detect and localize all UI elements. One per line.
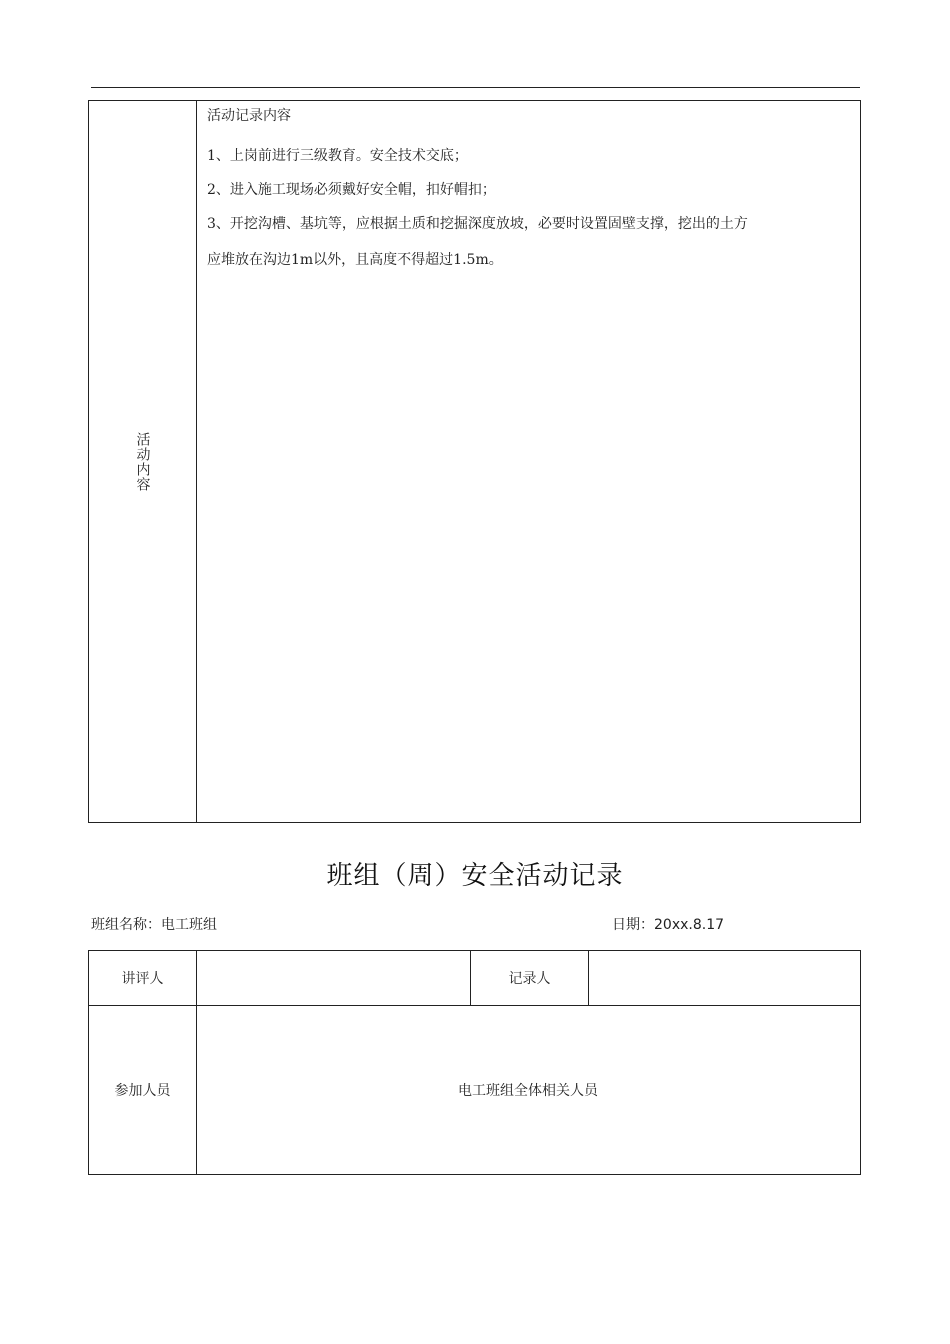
content-item-3-continued: 应堆放在沟边1m以外，且高度不得超过1.5m。	[207, 252, 503, 268]
lecturer-label: 讲评人	[121, 971, 164, 987]
activity-content-table	[88, 100, 861, 823]
header-rule	[91, 87, 860, 88]
activity-content-label-cell	[89, 101, 197, 822]
recorder-value	[589, 951, 859, 1005]
content-heading: 活动记录内容	[207, 108, 291, 124]
content-item-2: 2、进入施工现场必须戴好安全帽，扣好帽扣；	[207, 182, 496, 198]
lecturer-value	[197, 951, 470, 1005]
activity-content-body	[207, 107, 852, 279]
team-name: 班组名称：电工班组	[91, 917, 217, 933]
recorder-label: 记录人	[508, 971, 551, 987]
content-item-3: 3、开挖沟槽、基坑等，应根据土质和挖掘深度放坡，必要时设置固壁支撑，挖出的土方	[207, 216, 748, 232]
activity-info-table	[88, 950, 861, 1175]
participants-value: 电工班组全体相关人员	[458, 1083, 598, 1099]
page-title: 班组（周）安全活动记录	[326, 861, 624, 891]
content-item-1: 1、上岗前进行三级教育。安全技术交底；	[207, 148, 468, 164]
record-date: 日期：20xx.8.17	[612, 917, 725, 933]
activity-content-label: 活动内容	[134, 431, 151, 492]
participants-label: 参加人员	[114, 1083, 171, 1099]
